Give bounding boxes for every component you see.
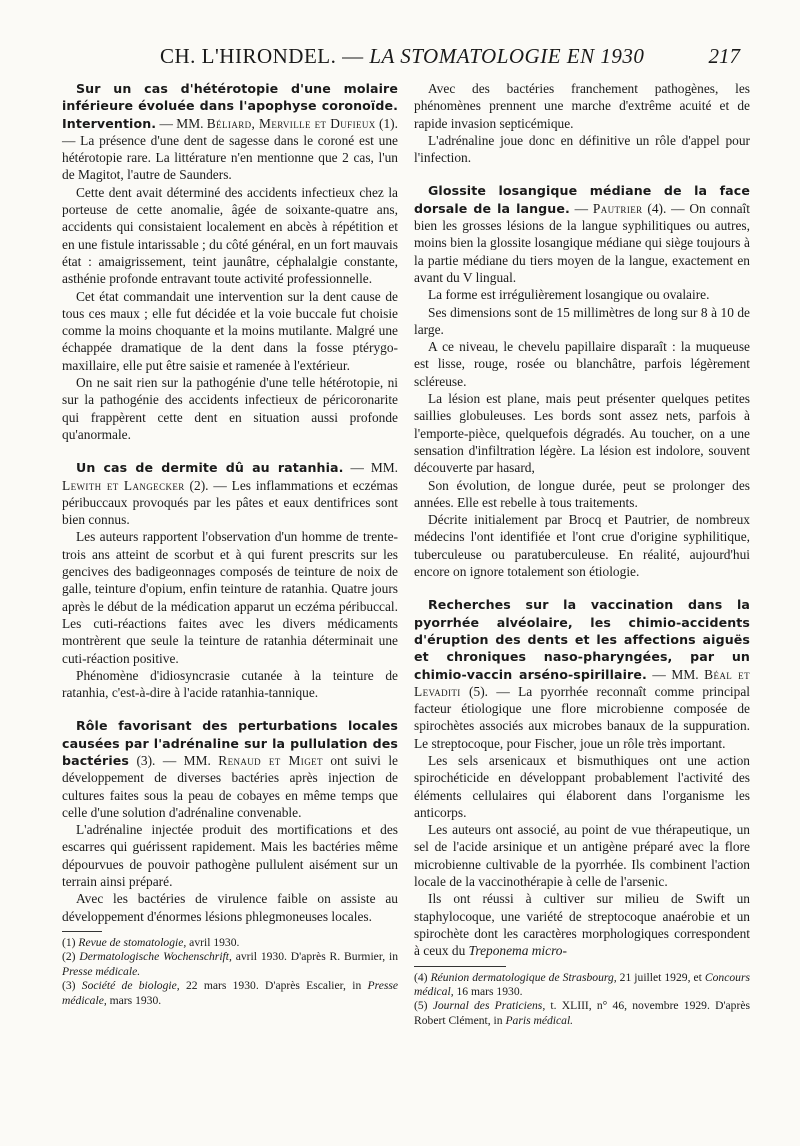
spacer (414, 166, 750, 182)
article-3-title: Rôle favorisant des perturbations locales causées par l'adrénaline sur la pullulation des bactéries (62, 718, 398, 768)
article-4-p7: Décrite initialement par Brocq et Pautrier, de nombreux médecins l'ont identifiée et l'ont crue d'origine syphilitique, tuberculeuse ou paratuberculeuse. En réalité, aujourd'hui encore on ignore totalement son étiologie. (414, 512, 750, 580)
footnote-rule (414, 966, 506, 967)
article-5-p4-italic: Treponema micro- (468, 943, 567, 959)
article-2-authors-pre: — MM. (343, 460, 398, 476)
footnote-3-rest: 22 mars 1930. D'après Escalier, in (179, 979, 368, 993)
continuation-p1: Avec des bactéries franchement pathogènes, les phénomènes prennent une marche d'extrême acuité et de rapide invasion septicémique. (414, 81, 750, 131)
article-2-intro (62, 459, 398, 528)
footnote-rule (62, 931, 102, 932)
article-5-p1: La pyorrhée reconnaît comme principal facteur étiologique une flore microbienne composée de spirochètes associés aux microbes banaux de la suppuration. Le streptocoque, pour Fischer, joue un rôle très important. (414, 683, 750, 751)
article-5-authors-pre: — MM. (646, 666, 705, 682)
article-4-ref: (4). — (642, 200, 690, 216)
footnote-4-source: Réunion dermatologique de Strasbourg, (430, 970, 617, 984)
article-1-p3: Cet état commandait une intervention sur la dent cause de tous ces maux ; elle fut décidée et la voie buccale fut choisie comme la moins choquante et la moins mutilante. Malgré une échappée dramatique de la dent dans la fosse ptérygo-maxillaire, elle put être saisie et ramenée à l'extérieur. (62, 288, 398, 373)
article-3-p1: ont suivi le développement de diverses bactéries après injection de cultures faites sous la peau de cobayes en même temps que celle d'une solution d'adrénaline convenable. (62, 752, 398, 820)
footnote-5-number: (5) (414, 999, 433, 1013)
article-2-p2: Les auteurs rapportent l'observation d'un homme de trente-trois ans atteint de scorbut et à qui furent prescrits sur les gencives des badigeonnages composés de teinture de noix de galle, teinture d'opium, enfin teinture de ratanhia. Quatre jours après le début de la médication apparut un eczéma péribuccal. Les cuti-réactions faites avec les divers médicaments montrèrent que seule la teinture de ratanhia déterminait une cuti-réaction positive. (62, 529, 398, 666)
running-head-title: LA STOMATOLOGIE EN 1930 (369, 44, 645, 68)
article-2-authors: Lewith et Langecker (62, 477, 185, 493)
left-column (62, 80, 398, 1008)
running-header (120, 44, 760, 72)
footnote-2-rest: avril 1930. D'après R. Burmier, in (231, 950, 398, 964)
article-5-ref: (5). — (460, 683, 519, 699)
article-4-p2: La forme est irrégulièrement losangique ou ovalaire. (428, 287, 710, 303)
running-head-dash: — (342, 44, 364, 68)
footnote-4-number: (4) (414, 970, 431, 984)
article-5-p3: Les auteurs ont associé, au point de vue thérapeutique, un sel de l'acide arsinique et un antigène préparé avec la flore microbienne cultivable de la pyorrhée. Ils combinent l'action locale de la vaccinothérapie à celle de l'arsenic. (414, 822, 750, 890)
left-footnotes (62, 936, 398, 1008)
article-2-p3: Phénomène d'idiosyncrasie cutanée à la teinture de ratanhia, c'est-à-dire à l'acide ratanhia-tannique. (62, 667, 398, 701)
article-1-ref: (1). — (62, 115, 398, 148)
article-3-p3: Avec les bactéries de virulence faible on assiste au développement d'énormes lésions phlegmoneuses locales. (62, 891, 398, 924)
spacer (62, 701, 398, 717)
right-column (414, 80, 750, 1028)
footnote-5 (414, 999, 750, 1028)
article-4-authors-pre: — (569, 200, 593, 216)
running-head (160, 44, 644, 69)
footnote-4 (414, 971, 750, 1000)
footnote-1-source: Revue de stomatologie, (78, 935, 187, 949)
article-4-p1: On connaît bien les grosses lésions de la langue syphilitiques ou autres, moins bien la glossite losangique médiane qui siège toujours à la partie médiane du tiers moyen de la langue, exactement en avant du V lingual. (414, 200, 750, 285)
article-4-p5: La lésion est plane, mais peut présenter quelques petites saillies globuleuses. Les bords sont assez nets, parfois à l'emporte-pièce, quelquefois dégradés. Au toucher, on a une sensation d'infiltration légère. La lésion est indolore, souvent découverte par hasard, (414, 391, 750, 476)
footnote-2-source: Dermatologische Wochenschrift, (79, 950, 232, 964)
article-5-title: Recherches sur la vaccination dans la pyorrhée alvéolaire, les chimio-accidents d'éruption des dents et les affections aiguës et chroniques naso-pharyngées, par un chimio-vaccin arséno-spirillaire. (414, 597, 750, 682)
article-3-authors: Renaud et Miget (218, 752, 323, 768)
article-4-title: Glossite losangique médiane de la face dorsale de la langue. (414, 183, 750, 216)
article-1-p1: La présence d'une dent de sagesse dans le coroné est une hétérotopie rare. La littérature n'en mentionne que 2 cas, l'un de Magitot, l'autre de Saunders. (62, 132, 398, 183)
footnote-3-number: (3) (62, 979, 82, 993)
spacer (62, 443, 398, 459)
footnote-3-source: Société de biologie, (81, 979, 180, 993)
footnote-5-source-2: Paris médical. (505, 1013, 574, 1027)
footnote-4-rest-2: 16 mars 1930. (453, 984, 523, 998)
article-1-intro (62, 80, 398, 184)
article-4-authors: Pautrier (592, 200, 643, 216)
article-3-intro (62, 717, 398, 821)
footnote-2 (62, 950, 398, 979)
footnote-3-source-2: Presse médicale, (62, 979, 399, 1007)
article-5-p4-text: Ils ont réussi à cultiver sur milieu de Swift un staphylocoque, une variété de streptocoque anaérobie et un spirochète dont les caractères morphologiques correspondent à ceux du (414, 891, 750, 959)
article-5-intro (414, 596, 750, 752)
article-2-title: Un cas de dermite dû au ratanhia. (76, 460, 344, 476)
article-2-ref: (2). — (184, 477, 232, 493)
page-number: 217 (708, 44, 740, 68)
footnote-1-number: (1) (62, 935, 79, 949)
footnote-2-source-2: Presse médicale. (62, 964, 141, 978)
footnote-1-rest: avril 1930. (186, 935, 240, 949)
footnote-4-rest: 21 juillet 1929, et (616, 970, 705, 984)
continuation-p2: L'adrénaline joue donc en définitive un rôle d'appel pour l'infection. (414, 132, 750, 166)
article-1-p4: On ne sait rien sur la pathogénie d'une telle hétérotopie, ni sur la pathogénie des accidents infectieux de péricoronarite qui frappèrent cette dent en situation aussi profonde qu'anormale. (62, 375, 398, 442)
footnote-4-source-2: Concours médical, (414, 970, 750, 998)
article-1-p2: Cette dent avait déterminé des accidents infectieux chez la porteuse de cette anomalie, âgée de soixante-quatre ans, accidents qui consistaient localement en abcès à répétition et en une fistule intarissable ; du côté général, en un fort mauvais état : amaigrissement, teint jaunâtre, céphalalgie constante, asthénie profonde entravant toute activité professionnelle. (62, 184, 398, 287)
spacer (414, 580, 750, 596)
article-2-p1: Les inflammations et eczémas péribuccaux provoqués par les pâtes et eaux dentifrices sont bien connus. (62, 477, 398, 528)
article-3-ref: (3). — MM. (129, 752, 219, 768)
footnote-3-rest-2: mars 1930. (106, 993, 162, 1007)
footnote-1 (62, 936, 398, 950)
footnote-5-source: Journal des Praticiens, (432, 999, 546, 1013)
article-1-authors: Béliard, Merville et Dufieux (206, 115, 376, 131)
article-5-authors: Béal et Levaditi (414, 666, 750, 699)
article-1-title: Sur un cas d'hétérotopie d'une molaire inférieure évoluée dans l'apophyse coronoïde. Intervention. (62, 81, 398, 131)
right-footnotes (414, 971, 750, 1029)
footnote-5-rest: t. XLIII, n° 46, novembre 1929. D'après Robert Clément, in (414, 999, 750, 1027)
article-3-p2: L'adrénaline injectée produit des mortifications et des escarres qui guérissent rapidement. Mais les bactéries même dépourvues de pouvoir pathogène pullulent aisément sur un terrain ainsi préparé. (62, 822, 398, 890)
article-5-p4 (414, 890, 750, 959)
footnote-2-number: (2) (62, 950, 80, 964)
article-4-p3: Ses dimensions sont de 15 millimètres de long sur 8 à 10 de large. (414, 304, 750, 337)
article-4-p6: Son évolution, de longue durée, peut se prolonger des années. Elle est rebelle à tous traitements. (414, 477, 750, 510)
article-4-p4: A ce niveau, le chevelu papillaire disparaît : la muqueuse est lisse, rouge, rosée ou blanchâtre, parfois légèrement scléreuse. (414, 339, 750, 389)
article-5-p2: Les sels arsenicaux et bismuthiques ont une action spirochéticide en développant probablement l'activité des éléments cellulaires qui élaborent dans l'organisme les anticorps. (414, 752, 750, 820)
running-head-author: CH. L'HIRONDEL. (160, 44, 337, 68)
footnote-3 (62, 979, 398, 1008)
article-4-intro (414, 182, 750, 286)
article-1-authors-pre: — MM. (156, 115, 207, 131)
